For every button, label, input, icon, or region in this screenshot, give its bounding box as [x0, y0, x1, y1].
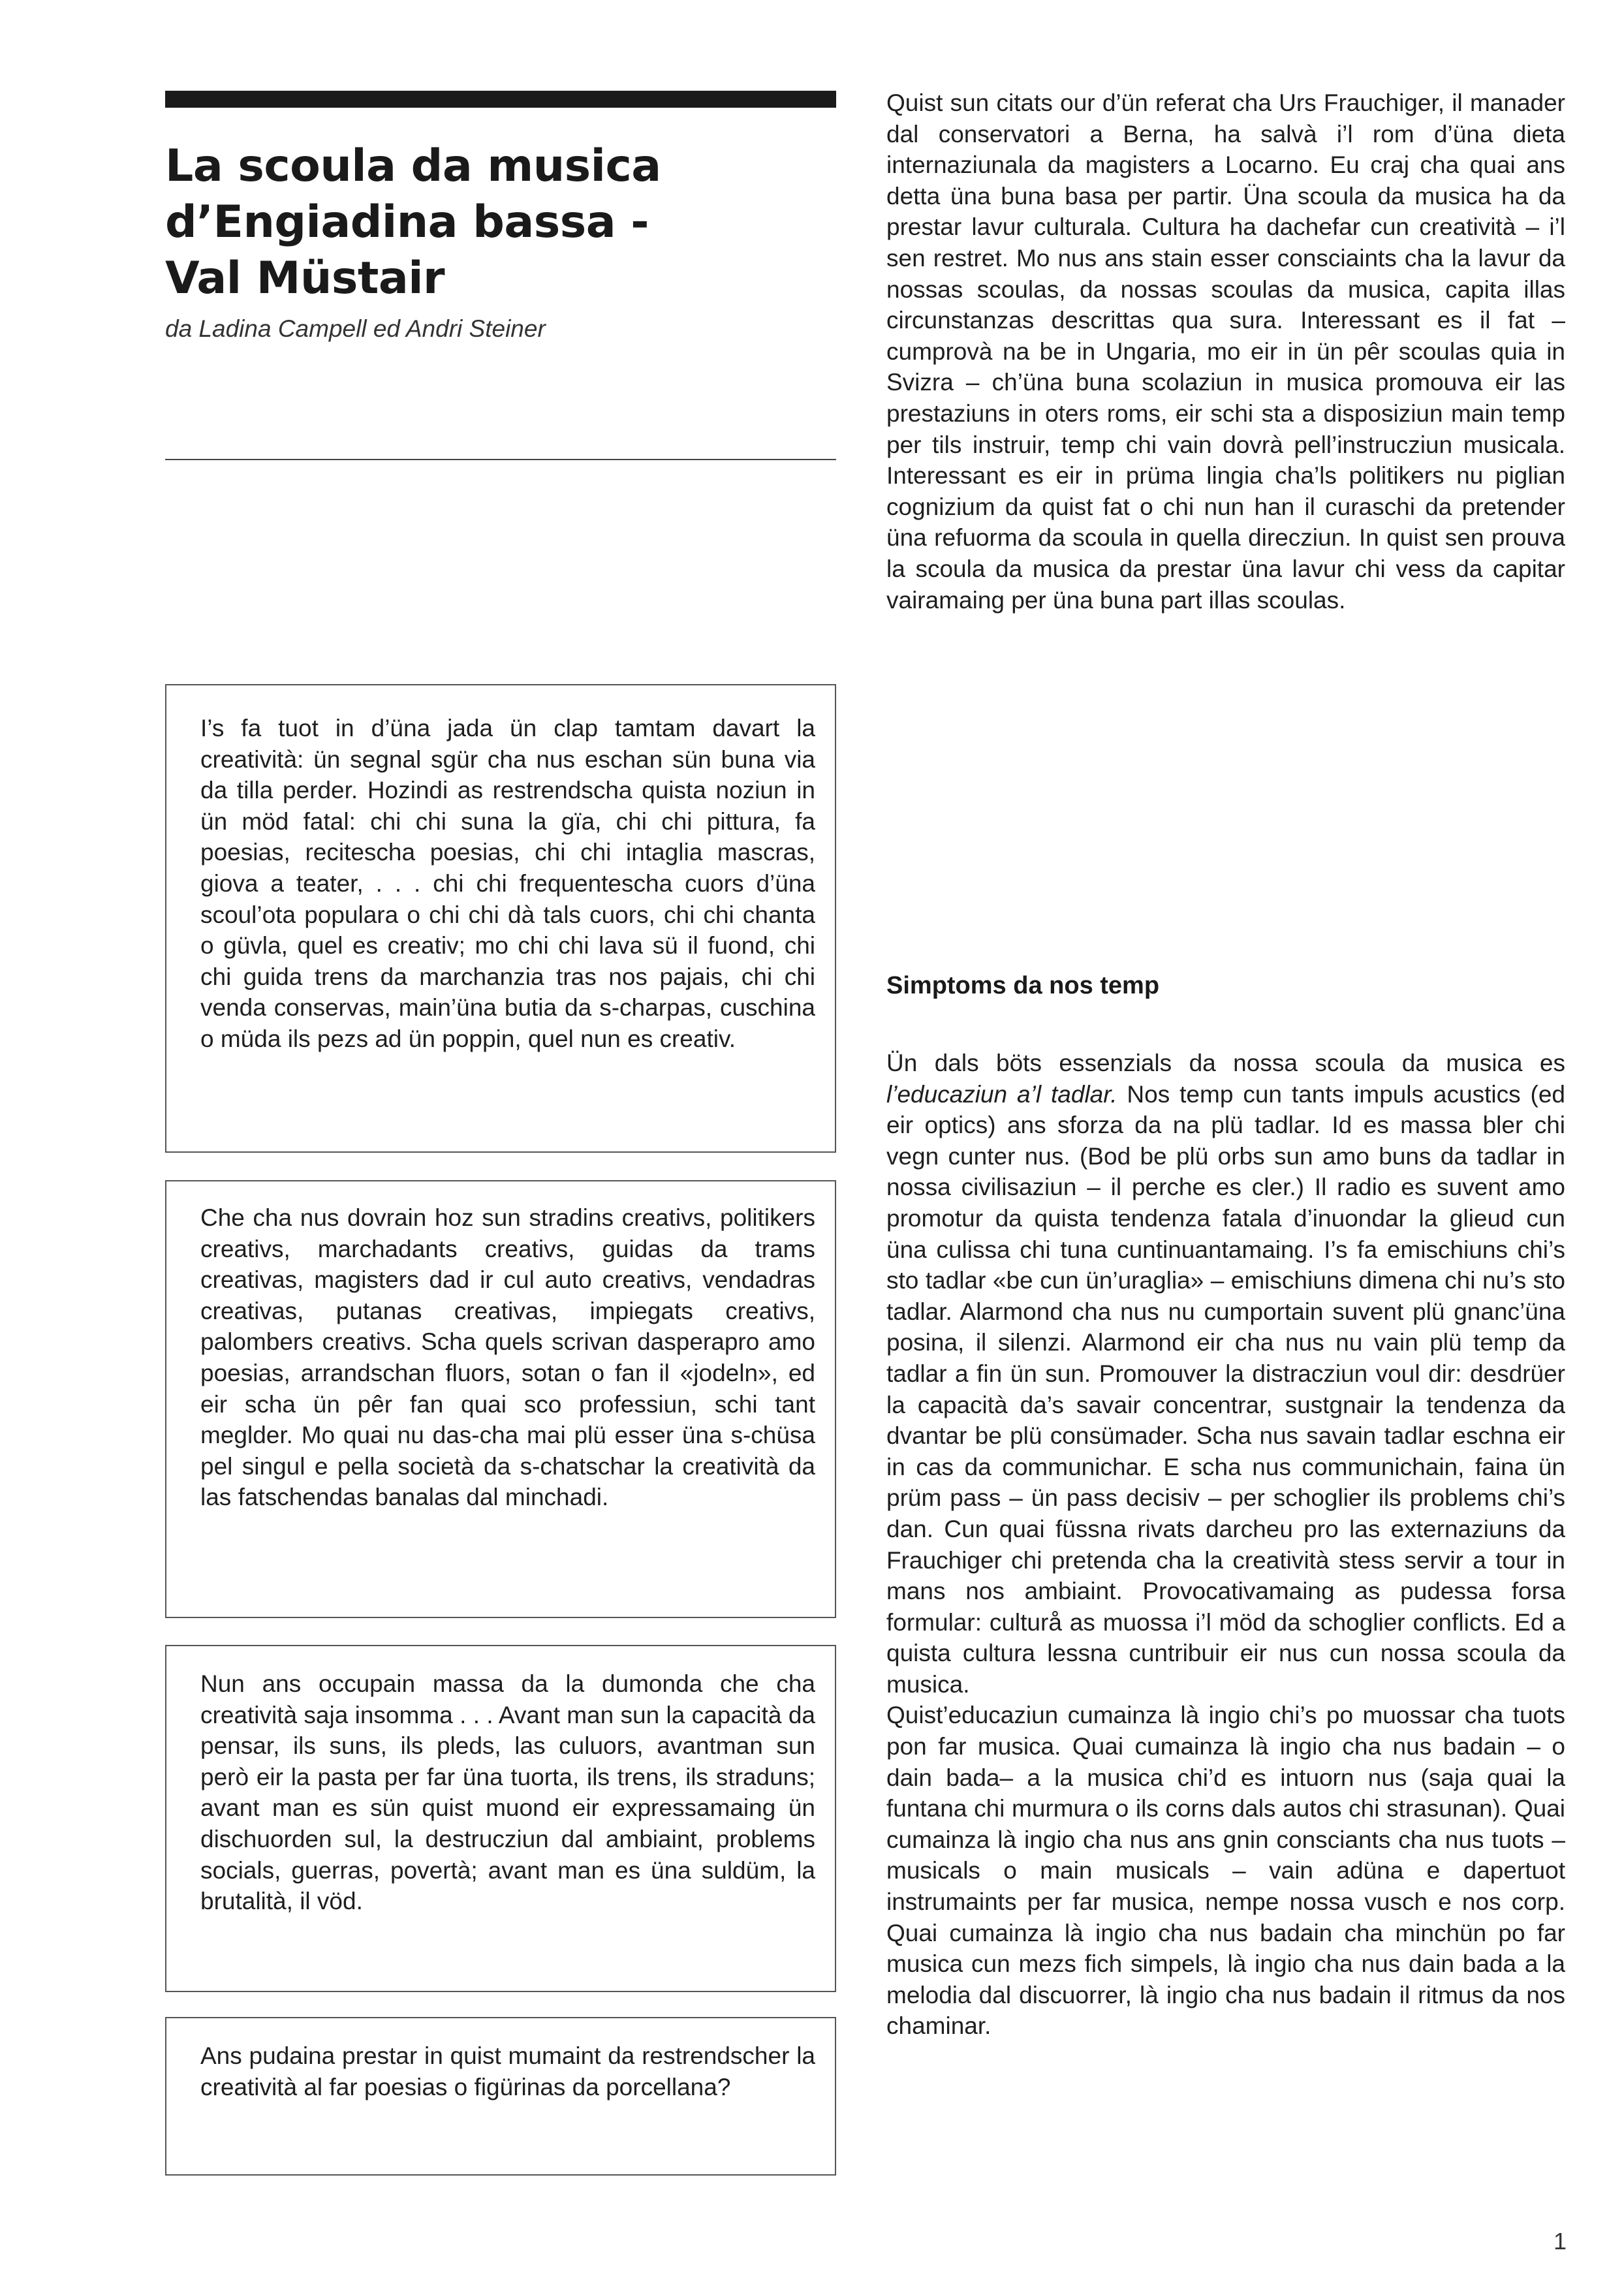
emphasis-text: l’educaziun a’l tadlar. [886, 1080, 1117, 1108]
article-title [165, 138, 857, 307]
title-line-2: d’Engiadina bassa - [165, 196, 649, 248]
quote-box-2-text: Che cha nus dovrain hoz sun stradins creativs, politikers creativs, marchadants creativs, guidas da trams creativas, magisters dad ir cul auto creativs, vendadras creativas, putanas creativas, impiegats creativs, palombers creativs. Scha quels scrivan dasperapro amo poesias, arrandschan fluors, sotan o fan il «jodeln», ed eir scha ün pêr fan quai sco professiun, schi tant meglder. Mo quai nu das-cha mai plü esser üna s-chüsa pel singul e pella società da s-chatschar la creatività da las fatschendas banalas dal minchadi. [200, 1204, 815, 1511]
body-paragraph-1-start: Ün dals böts essenzials da nossa scoula da musica es [886, 1050, 1565, 1076]
quote-box-4 [165, 2017, 836, 2176]
body-paragraph-2: Quist’educaziun cumainza là ingio chi’s po muossar cha tuots pon far musica. Quai cumainza là ingio cha nus badain – o dain bada– a la musica chi’d es intuorn nus (saja quai la funtana chi murmura o ils corns dals autos chi strasunan). Quai cumainza là ingio cha nus ans gnin consciants cha nus tuots – musicals o main musicals – vain adüna e dapertuot instrumaints per far musica, nempe nossa vusch e nos corp. Quai cumainza là ingio cha nus badain cha minchün po far musica cun mezs fich simpels, là ingio cha nus dain bada a la melodia dal discuorrer, là ingio cha nus badain il ritmus da nos chaminar. [886, 1702, 1565, 2040]
title-top-bar [165, 91, 836, 108]
quote-box-4-text: Ans pudaina prestar in quist mumaint da restrendscher la creatività al far poesias o figürinas da porcellana? [200, 2042, 815, 2100]
section-heading: Simptoms da nos temp [886, 972, 1160, 999]
title-line-1: La scoula da musica [165, 140, 661, 192]
title-line-3: Val Müstair [165, 253, 445, 304]
quote-box-1-text: I’s fa tuot in d’üna jada ün clap tamtam davart la creatività: ün segnal sgür cha nus eschan sün buna via da tilla perder. Hozindi as restrendscha quista noziun in ün möd fatal: chi chi suna la gïa, chi chi pittura, fa poesias, recitescha poesias, chi chi intaglia mascras, giova a teater, . . . chi chi frequentescha cuors d’üna scoul’ota populara o chi chi dà tals cuors, chi chi chanta o güvla, quel es creativ; mo chi chi lava sü il fuond, chi chi guida trens da marchanzia tras nos pajais, chi chi venda conservas, main’üna butia da s-charpas, cuschina o müda ils pezs ad ün poppin, quel nun es creativ. [200, 715, 815, 1052]
page-number: 1 [1553, 2228, 1567, 2255]
quote-box-1 [165, 684, 836, 1153]
intro-paragraph: Quist sun citats our d’ün referat cha Urs Frauchiger, il manader dal conservatori a Berna, ha salvà i’l rom d’üna dieta internaziunala da magisters a Locarno. Eu craj cha quai ans detta üna buna basa per partir. Üna scoula da musica ha da prestar lavur culturala. Cultura ha dachefar cun creatività – i’l sen restret. Mo nus ans stain esser consciaints cha la lavur da nossas scoulas, da nossas scoulas da musica, capita illas circunstanzas descrittas qua sura. Interessant es il fat – cumprovà na be in Ungaria, mo eir in ün pêr scoulas quia in Svizra – ch’üna buna scolaziun in musica promouva eir las prestaziuns in oters roms, eir schi sta a disposiziun main temp per tils instruir, temp chi vain dovrà pell’instrucziun musicala. Interessant es eir in prüma lingia cha’ls politikers nu piglian cognizium da quist fat o chi nun han il curaschi da pretender üna refuorma da scoula in quella direcziun. In quist sen prouva la scoula da musica da prestar üna lavur chi vess da capitar vairamaing per üna buna part illas scoulas. [886, 89, 1565, 614]
body-paragraph-1 [886, 1048, 1565, 1700]
right-column-body [886, 1048, 1565, 2042]
right-column-intro [886, 87, 1565, 616]
quote-box-3-text: Nun ans occupain massa da la dumonda che cha creatività saja insomma . . . Avant man sun la capacità da pensar, ils suns, ils pleds, las culuors, avantman sun però eir la pasta per far üna tuorta, ils trens, ils straduns; avant man es sün quist muond eir expressamaing ün dischuorden sul, la destrucziun dal ambiaint, problems socials, guerras, povertà; avant man es üna suldüm, la brutalità, il vöd. [200, 1670, 815, 1915]
quote-box-3 [165, 1645, 836, 1992]
quote-box-2 [165, 1180, 836, 1618]
title-divider [165, 459, 836, 460]
byline: da Ladina Campell ed Andri Steiner [165, 315, 546, 342]
body-paragraph-1-rest: Nos temp cun tants impuls acustics (ed eir optics) ans sforza da na plü tadlar. Id es massa bler chi vegn cunter nus. (Bod be plü orbs sun amo buns da tadlar in nossa civilisaziun – il perche es cler.) Il radio es suvent amo promotur da quista tendenza fatala d’inuondar la glieud cun üna culissa chi tuna cuntinuantamaing. I’s fa emischiuns chi’s sto tadlar «be cun ün’uraglia» – emischiuns dimena chi nu’s sto tadlar. Alarmond cha nus nu cumportain suvent plü gnanc’üna posina, il silenzi. Alarmond eir cha nus nu vain plü temp da tadlar a fin ün sun. Promouver la distracziun voul dir: desdrüer la capacità da’s savair concentrar, sustgnair la tendenza da dvantar be plü consümader. Scha nus savain tadlar eschna eir in cas da communichar. E scha nus communichain, faina ün prüm pass – ün pass decisiv – per schoglier ils problems chi’s dan. Cun quai füssna rivats darcheu pro las externaziuns da Frauchiger chi pretenda cha la creatività stess servir a tour in mans nos ambiaint. Provocativamaing as pudessa forsa formular: culturå as muossa i’l möd da schoglier conflicts. Ed a quista cultura lessna cuntribuir eir nus cun nossa scoula da musica. [886, 1080, 1565, 1698]
